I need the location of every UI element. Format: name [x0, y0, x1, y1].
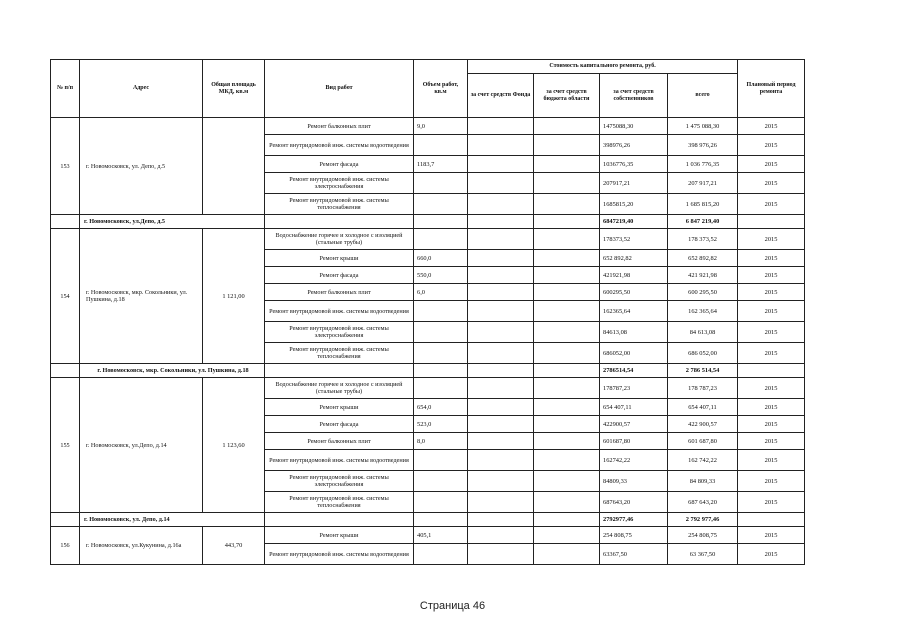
row-own: 63367,50	[600, 544, 668, 565]
row-own: 162365,64	[600, 301, 668, 322]
row-period: 2015	[738, 118, 805, 135]
row-total: 207 917,21	[668, 173, 738, 194]
subtotal-volume	[414, 364, 468, 378]
row-fund	[468, 416, 534, 433]
row-fund	[468, 378, 534, 399]
row-work: Ремонт фасада	[265, 267, 414, 284]
row-volume: 405,1	[414, 527, 468, 544]
row-address: г. Новомосковск, ул. Депо, д.5	[80, 118, 203, 215]
row-own: 686052,00	[600, 343, 668, 364]
row-work: Ремонт внутридомовой инж. системы водоотведения	[265, 450, 414, 471]
row-volume	[414, 322, 468, 343]
row-period: 2015	[738, 156, 805, 173]
row-period: 2015	[738, 450, 805, 471]
row-total: 600 295,50	[668, 284, 738, 301]
row-period: 2015	[738, 378, 805, 399]
subtotal-work	[265, 215, 414, 229]
row-total: 1 036 776,35	[668, 156, 738, 173]
row-regional	[534, 343, 600, 364]
row-work: Водоснабжение горячее и холодное с изоляцией (стальные трубы)	[265, 229, 414, 250]
row-fund	[468, 343, 534, 364]
subtotal-regional	[534, 364, 600, 378]
row-own: 1685815,20	[600, 194, 668, 215]
row-period: 2015	[738, 301, 805, 322]
table-row	[51, 527, 805, 544]
table-header	[51, 60, 805, 118]
row-total: 254 808,75	[668, 527, 738, 544]
row-fund	[468, 135, 534, 156]
row-volume	[414, 301, 468, 322]
table-row	[51, 118, 805, 135]
header-address: Адрес	[80, 60, 203, 118]
row-volume: 9,0	[414, 118, 468, 135]
row-regional	[534, 173, 600, 194]
subtotal-num	[51, 513, 80, 527]
row-work: Ремонт крыши	[265, 250, 414, 267]
subtotal-period	[738, 364, 805, 378]
subtotal-volume	[414, 215, 468, 229]
row-own: 687643,20	[600, 492, 668, 513]
row-regional	[534, 492, 600, 513]
row-work: Ремонт внутридомовой инж. системы водоотведения	[265, 301, 414, 322]
repair-schedule-sheet	[50, 59, 804, 565]
row-work: Ремонт балконных плит	[265, 284, 414, 301]
row-total: 687 643,20	[668, 492, 738, 513]
row-total: 1 685 815,20	[668, 194, 738, 215]
row-fund	[468, 301, 534, 322]
row-volume	[414, 544, 468, 565]
row-work: Ремонт внутридомовой инж. системы электроснабжения	[265, 471, 414, 492]
row-volume: 1183,7	[414, 156, 468, 173]
subtotal-fund	[468, 513, 534, 527]
row-total: 63 367,50	[668, 544, 738, 565]
row-num: 156	[51, 527, 80, 565]
row-volume	[414, 135, 468, 156]
row-volume: 550,0	[414, 267, 468, 284]
table-row	[51, 378, 805, 399]
row-volume	[414, 471, 468, 492]
row-work: Ремонт крыши	[265, 399, 414, 416]
row-area: 1 121,00	[203, 229, 265, 364]
row-regional	[534, 267, 600, 284]
row-regional	[534, 118, 600, 135]
header-fund: за счет средств Фонда	[468, 74, 534, 118]
subtotal-own: 2792977,46	[600, 513, 668, 527]
row-total: 178 787,23	[668, 378, 738, 399]
subtotal-row	[51, 364, 805, 378]
row-regional	[534, 322, 600, 343]
row-fund	[468, 492, 534, 513]
row-fund	[468, 194, 534, 215]
row-period: 2015	[738, 194, 805, 215]
row-regional	[534, 399, 600, 416]
row-work: Водоснабжение горячее и холодное с изоляцией (стальные трубы)	[265, 378, 414, 399]
row-period: 2015	[738, 173, 805, 194]
row-total: 1 475 088,30	[668, 118, 738, 135]
header-work: Вид работ	[265, 60, 414, 118]
row-regional	[534, 229, 600, 250]
subtotal-num	[51, 215, 80, 229]
row-period: 2015	[738, 135, 805, 156]
row-period: 2015	[738, 471, 805, 492]
row-area	[203, 118, 265, 215]
row-num: 153	[51, 118, 80, 215]
row-address: г. Новомосковск, ул.Депо, д.14	[80, 378, 203, 513]
row-work: Ремонт внутридомовой инж. системы водоотведения	[265, 135, 414, 156]
subtotal-total: 2 792 977,46	[668, 513, 738, 527]
row-period: 2015	[738, 229, 805, 250]
row-regional	[534, 194, 600, 215]
subtotal-num	[51, 364, 80, 378]
row-regional	[534, 471, 600, 492]
row-own: 398976,26	[600, 135, 668, 156]
row-volume: 523,0	[414, 416, 468, 433]
row-total: 601 687,80	[668, 433, 738, 450]
row-total: 84 613,08	[668, 322, 738, 343]
row-regional	[534, 416, 600, 433]
row-regional	[534, 433, 600, 450]
header-volume: Объем работ, кв.м	[414, 60, 468, 118]
row-work: Ремонт крыши	[265, 527, 414, 544]
row-total: 686 052,00	[668, 343, 738, 364]
row-fund	[468, 450, 534, 471]
subtotal-regional	[534, 513, 600, 527]
row-fund	[468, 250, 534, 267]
row-fund	[468, 267, 534, 284]
subtotal-total: 6 847 219,40	[668, 215, 738, 229]
subtotal-volume	[414, 513, 468, 527]
table-body	[51, 118, 805, 565]
row-volume	[414, 343, 468, 364]
repair-cost-table	[50, 59, 805, 565]
row-work: Ремонт внутридомовой инж. системы теплоснабжения	[265, 492, 414, 513]
header-area: Общая площадь МКД, кв.м	[203, 60, 265, 118]
row-own: 162742,22	[600, 450, 668, 471]
row-regional	[534, 301, 600, 322]
subtotal-period	[738, 215, 805, 229]
row-regional	[534, 156, 600, 173]
header-num: № п/п	[51, 60, 80, 118]
page-number: Страница 46	[419, 600, 486, 612]
row-work: Ремонт внутридомовой инж. системы теплоснабжения	[265, 194, 414, 215]
row-work: Ремонт фасада	[265, 416, 414, 433]
row-work: Ремонт внутридомовой инж. системы водоотведения	[265, 544, 414, 565]
row-total: 654 407,11	[668, 399, 738, 416]
row-own: 601687,80	[600, 433, 668, 450]
table-row	[51, 229, 805, 250]
row-regional	[534, 544, 600, 565]
row-own: 600295,50	[600, 284, 668, 301]
row-own: 178373,52	[600, 229, 668, 250]
row-address: г. Новомосковск, ул.Кукунина, д.16а	[80, 527, 203, 565]
row-work: Ремонт внутридомовой инж. системы теплоснабжения	[265, 343, 414, 364]
row-volume: 6,0	[414, 284, 468, 301]
row-own: 422900,57	[600, 416, 668, 433]
row-area: 443,70	[203, 527, 265, 565]
row-fund	[468, 322, 534, 343]
header-period: Плановый период ремонта	[738, 60, 805, 118]
row-volume: 660,0	[414, 250, 468, 267]
subtotal-fund	[468, 215, 534, 229]
row-total: 84 809,33	[668, 471, 738, 492]
subtotal-own: 6847219,40	[600, 215, 668, 229]
row-own: 652 892,82	[600, 250, 668, 267]
subtotal-total: 2 786 514,54	[668, 364, 738, 378]
row-fund	[468, 399, 534, 416]
row-own: 178787,23	[600, 378, 668, 399]
subtotal-period	[738, 513, 805, 527]
row-own: 84809,33	[600, 471, 668, 492]
row-period: 2015	[738, 433, 805, 450]
header-regional: за счет средств бюджета области	[534, 74, 600, 118]
header-total: всего	[668, 74, 738, 118]
subtotal-fund	[468, 364, 534, 378]
row-period: 2015	[738, 322, 805, 343]
row-total: 421 921,98	[668, 267, 738, 284]
row-regional	[534, 135, 600, 156]
row-num: 155	[51, 378, 80, 513]
row-volume: 654,0	[414, 399, 468, 416]
row-address: г. Новомосковск, мкр. Сокольники, ул. Пушкина, д.18	[80, 229, 203, 364]
row-fund	[468, 544, 534, 565]
row-volume	[414, 492, 468, 513]
row-regional	[534, 250, 600, 267]
row-period: 2015	[738, 527, 805, 544]
header-cost-group: Стоимость капитального ремонта, руб.	[468, 60, 738, 74]
row-fund	[468, 527, 534, 544]
row-fund	[468, 433, 534, 450]
row-volume	[414, 173, 468, 194]
row-total: 162 365,64	[668, 301, 738, 322]
row-area: 1 123,60	[203, 378, 265, 513]
row-own: 421921,98	[600, 267, 668, 284]
row-total: 178 373,52	[668, 229, 738, 250]
subtotal-address: г. Новомосковск, мкр. Сокольники, ул. Пушкина, д.18	[80, 364, 265, 378]
row-fund	[468, 118, 534, 135]
row-regional	[534, 378, 600, 399]
row-work: Ремонт внутридомовой инж. системы электроснабжения	[265, 322, 414, 343]
subtotal-row	[51, 513, 805, 527]
row-own: 84613,08	[600, 322, 668, 343]
row-period: 2015	[738, 399, 805, 416]
row-period: 2015	[738, 250, 805, 267]
row-work: Ремонт балконных плит	[265, 433, 414, 450]
row-period: 2015	[738, 492, 805, 513]
row-work: Ремонт фасада	[265, 156, 414, 173]
subtotal-own: 2786514,54	[600, 364, 668, 378]
row-fund	[468, 471, 534, 492]
row-regional	[534, 527, 600, 544]
row-work: Ремонт балконных плит	[265, 118, 414, 135]
row-num: 154	[51, 229, 80, 364]
header-own: за счет средств собственников	[600, 74, 668, 118]
subtotal-address: г. Новомосковск, ул. Депо, д.14	[80, 513, 265, 527]
subtotal-work	[265, 513, 414, 527]
row-work: Ремонт внутридомовой инж. системы электроснабжения	[265, 173, 414, 194]
row-regional	[534, 284, 600, 301]
row-own: 654 407,11	[600, 399, 668, 416]
row-volume	[414, 229, 468, 250]
row-volume: 8,0	[414, 433, 468, 450]
row-own: 1036776,35	[600, 156, 668, 173]
row-period: 2015	[738, 416, 805, 433]
row-own: 207917,21	[600, 173, 668, 194]
subtotal-regional	[534, 215, 600, 229]
row-period: 2015	[738, 284, 805, 301]
row-own: 1475088,30	[600, 118, 668, 135]
row-fund	[468, 284, 534, 301]
row-fund	[468, 173, 534, 194]
row-total: 162 742,22	[668, 450, 738, 471]
row-period: 2015	[738, 343, 805, 364]
row-total: 398 976,26	[668, 135, 738, 156]
row-regional	[534, 450, 600, 471]
subtotal-address: г. Новомосковск, ул.Депо, д.5	[80, 215, 265, 229]
row-period: 2015	[738, 544, 805, 565]
row-total: 422 900,57	[668, 416, 738, 433]
row-period: 2015	[738, 267, 805, 284]
subtotal-work	[265, 364, 414, 378]
subtotal-row	[51, 215, 805, 229]
row-volume	[414, 450, 468, 471]
row-volume	[414, 378, 468, 399]
row-volume	[414, 194, 468, 215]
row-own: 254 808,75	[600, 527, 668, 544]
row-total: 652 892,82	[668, 250, 738, 267]
row-fund	[468, 156, 534, 173]
row-fund	[468, 229, 534, 250]
